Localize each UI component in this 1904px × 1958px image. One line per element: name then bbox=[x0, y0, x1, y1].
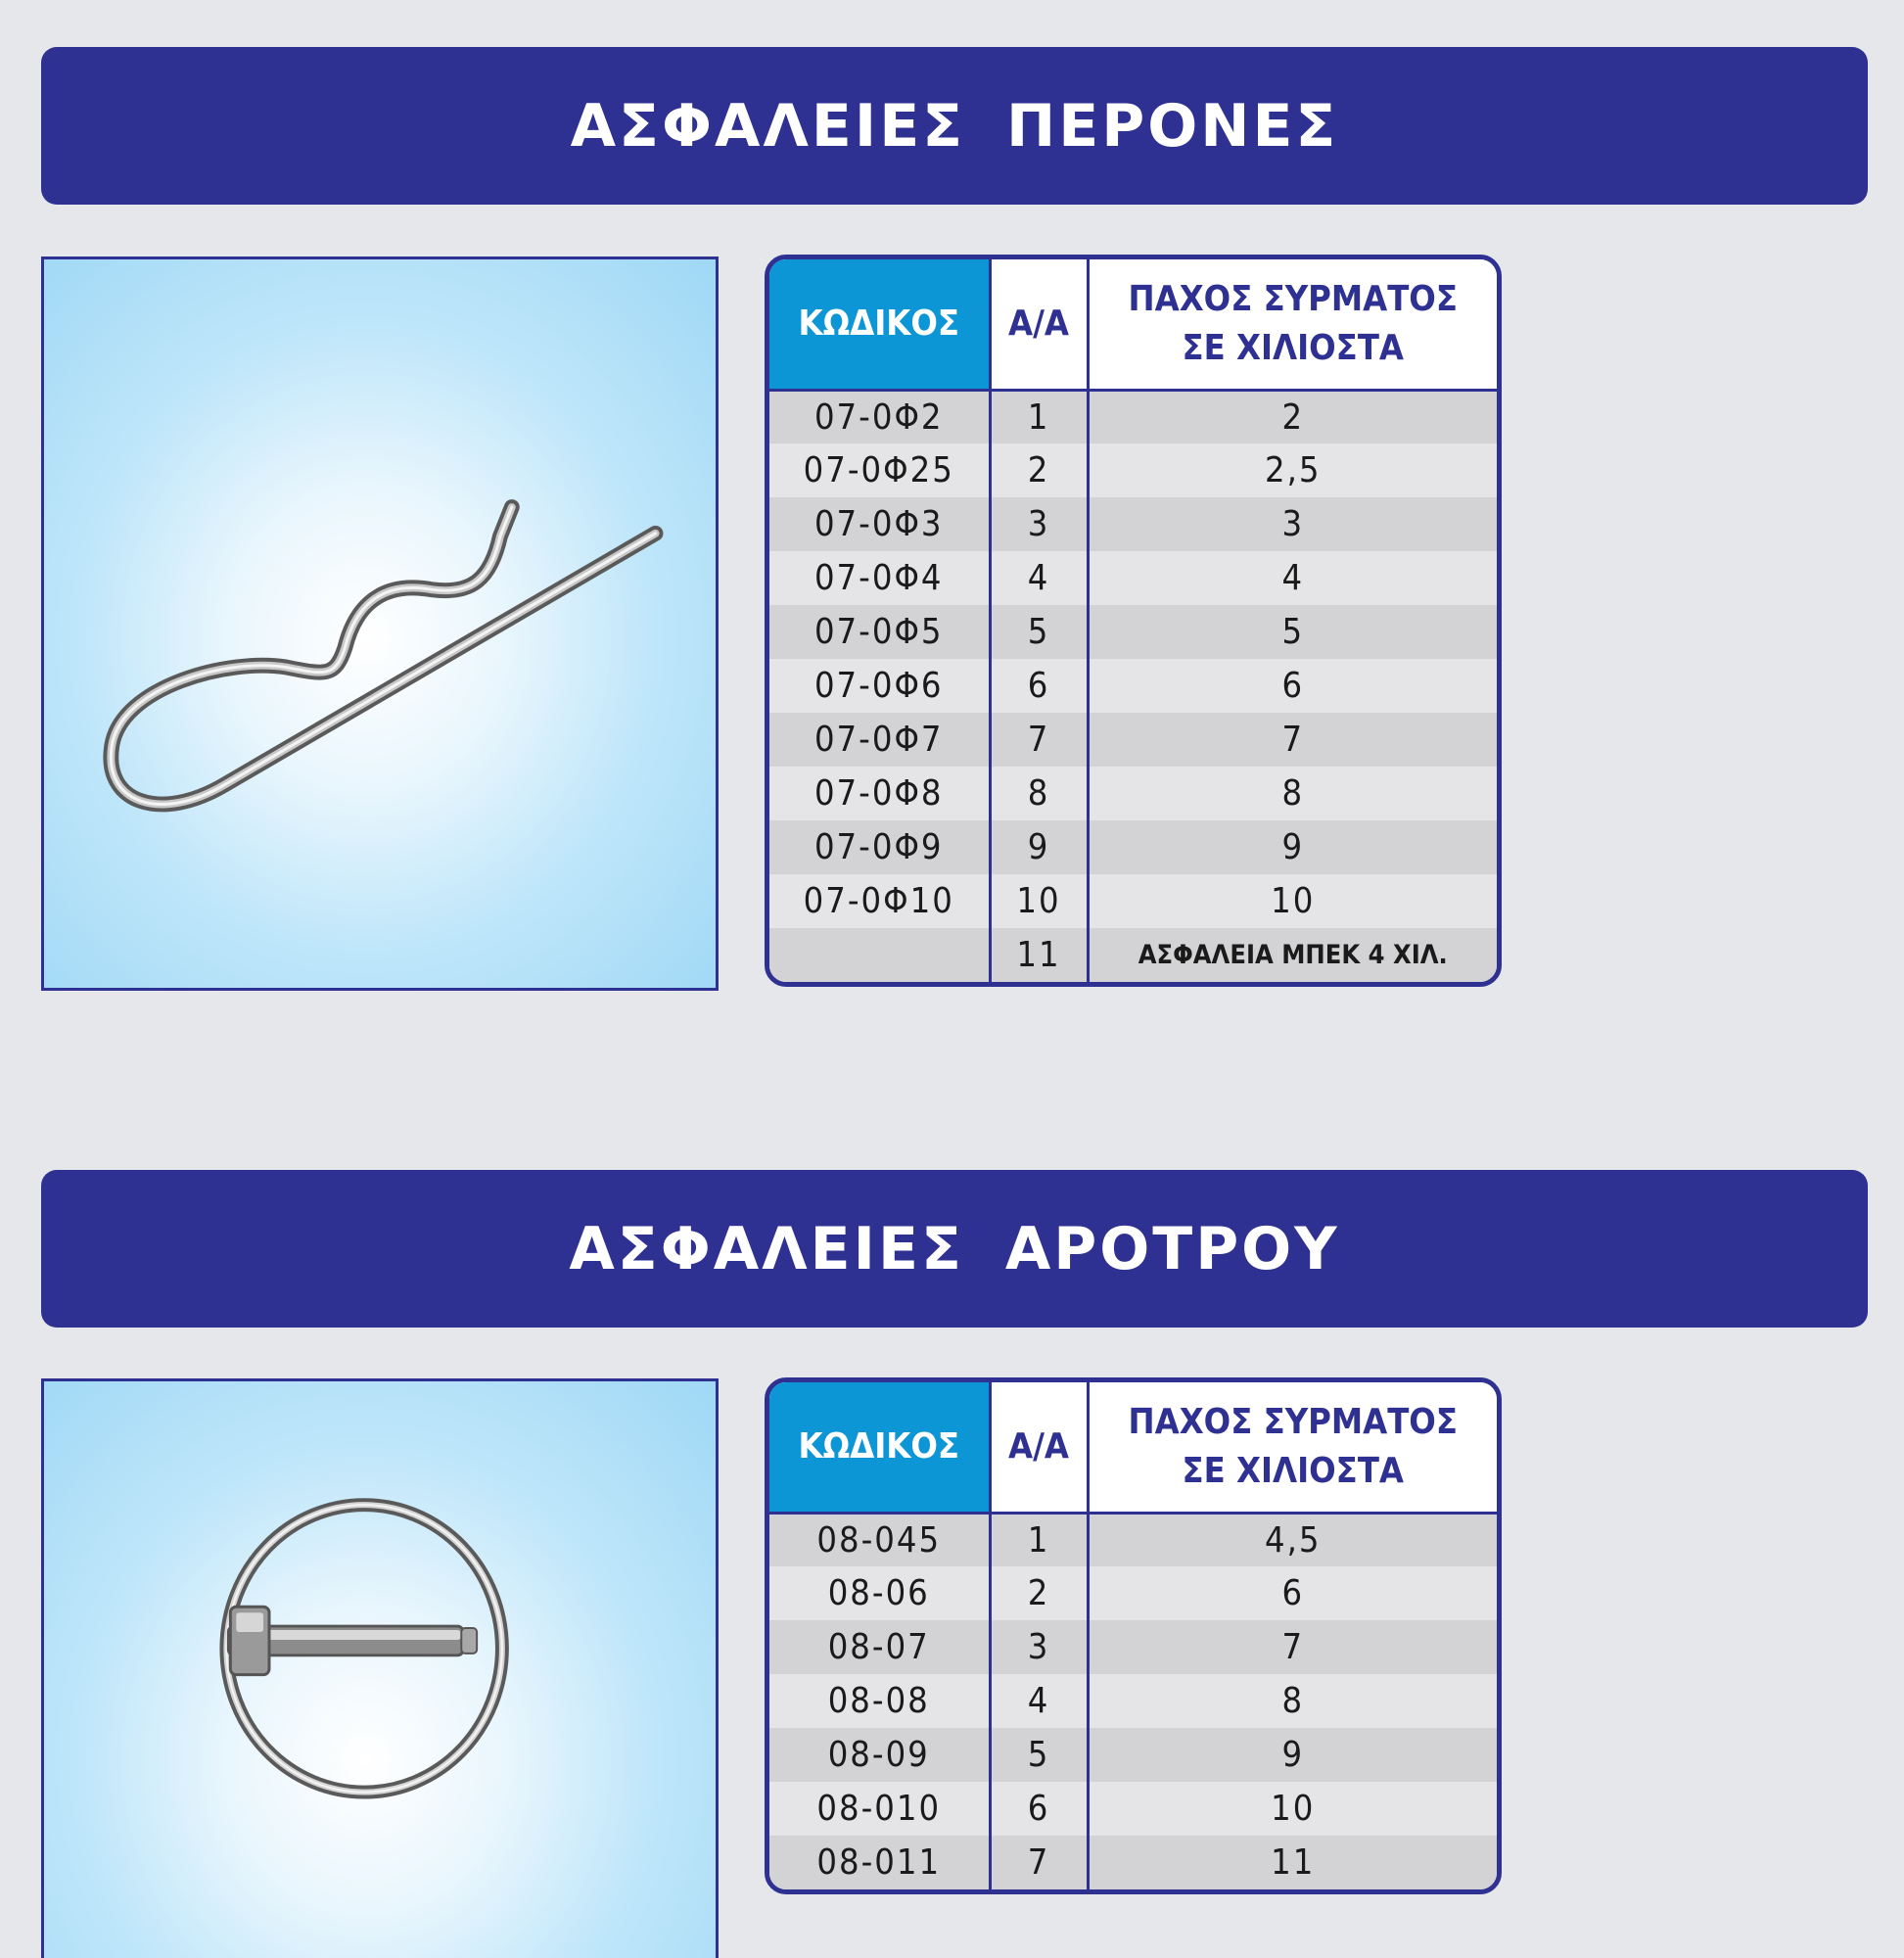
cell-thickness: 9 bbox=[1088, 1728, 1497, 1782]
product-image-r-clip bbox=[41, 256, 719, 991]
table-row bbox=[769, 713, 1497, 767]
table-row bbox=[769, 1836, 1497, 1889]
cell-code: 08-09 bbox=[769, 1728, 990, 1782]
section-banner-r-clips bbox=[41, 47, 1868, 205]
cell-code: 08-011 bbox=[769, 1836, 990, 1889]
cell-aa: 5 bbox=[990, 1728, 1088, 1782]
cell-code: 08-06 bbox=[769, 1566, 990, 1620]
table-row bbox=[769, 390, 1497, 443]
table-row bbox=[769, 1674, 1497, 1728]
cell-aa: 2 bbox=[990, 443, 1088, 497]
cell-thickness: 9 bbox=[1088, 820, 1497, 874]
table-row bbox=[769, 659, 1497, 713]
spec-table-r-clips bbox=[765, 255, 1502, 987]
cell-code: 07-0Φ5 bbox=[769, 605, 990, 659]
header-aa: Α/Α bbox=[990, 1382, 1088, 1513]
r-clip-pin-icon bbox=[44, 259, 716, 988]
header-thickness-line2: ΣΕ ΧΙΛΙΟΣΤΑ bbox=[1182, 327, 1404, 368]
cell-thickness: 3 bbox=[1088, 497, 1497, 551]
header-thickness-line1: ΠΑΧΟΣ ΣΥΡΜΑΤΟΣ bbox=[1128, 278, 1458, 319]
table-row bbox=[769, 1513, 1497, 1566]
header-code: ΚΩΔΙΚΟΣ bbox=[769, 259, 990, 390]
cell-code: 07-0Φ2 bbox=[769, 390, 990, 443]
cell-code: 07-0Φ4 bbox=[769, 551, 990, 605]
cell-thickness: 8 bbox=[1088, 767, 1497, 820]
header-aa: Α/Α bbox=[990, 259, 1088, 390]
header-thickness-line2: ΣΕ ΧΙΛΙΟΣΤΑ bbox=[1182, 1450, 1404, 1491]
cell-thickness: 11 bbox=[1088, 1836, 1497, 1889]
cell-code: 08-045 bbox=[769, 1513, 990, 1566]
cell-thickness: 8 bbox=[1088, 1674, 1497, 1728]
cell-aa: 9 bbox=[990, 820, 1088, 874]
product-image-linch-pin bbox=[41, 1378, 719, 1958]
cell-thickness: 2,5 bbox=[1088, 443, 1497, 497]
cell-thickness: 7 bbox=[1088, 713, 1497, 767]
cell-aa: 6 bbox=[990, 1782, 1088, 1836]
section-title: ΑΣΦΑΛΕΙΕΣ ΑΡΟΤΡΟΥ bbox=[569, 1214, 1340, 1283]
table-row bbox=[769, 1782, 1497, 1836]
cell-aa: 1 bbox=[990, 1513, 1088, 1566]
table-row bbox=[769, 1620, 1497, 1674]
table-row bbox=[769, 1566, 1497, 1620]
cell-code: 07-0Φ10 bbox=[769, 874, 990, 928]
cell-thickness: 5 bbox=[1088, 605, 1497, 659]
cell-aa: 4 bbox=[990, 1674, 1088, 1728]
cell-thickness: 7 bbox=[1088, 1620, 1497, 1674]
cell-code: 07-0Φ7 bbox=[769, 713, 990, 767]
cell-thickness: 6 bbox=[1088, 1566, 1497, 1620]
cell-aa: 4 bbox=[990, 551, 1088, 605]
cell-code: 08-07 bbox=[769, 1620, 990, 1674]
cell-thickness: 4,5 bbox=[1088, 1513, 1497, 1566]
cell-code: 07-0Φ25 bbox=[769, 443, 990, 497]
table-row bbox=[769, 874, 1497, 928]
cell-aa: 7 bbox=[990, 713, 1088, 767]
cell-aa: 5 bbox=[990, 605, 1088, 659]
cell-aa: 7 bbox=[990, 1836, 1088, 1889]
cell-aa: 10 bbox=[990, 874, 1088, 928]
cell-aa: 11 bbox=[990, 928, 1088, 982]
cell-aa: 3 bbox=[990, 497, 1088, 551]
cell-thickness: ΑΣΦΑΛΕΙΑ ΜΠΕΚ 4 ΧΙΛ. bbox=[1088, 928, 1497, 982]
table-row bbox=[769, 497, 1497, 551]
table-row bbox=[769, 767, 1497, 820]
table-row bbox=[769, 928, 1497, 982]
cell-aa: 6 bbox=[990, 659, 1088, 713]
header-thickness bbox=[1088, 1382, 1497, 1513]
cell-thickness: 10 bbox=[1088, 1782, 1497, 1836]
cell-thickness: 2 bbox=[1088, 390, 1497, 443]
table-row bbox=[769, 820, 1497, 874]
cell-code: 07-0Φ6 bbox=[769, 659, 990, 713]
spec-table-plough-pins bbox=[765, 1377, 1502, 1894]
header-code: ΚΩΔΙΚΟΣ bbox=[769, 1382, 990, 1513]
cell-aa: 3 bbox=[990, 1620, 1088, 1674]
cell-aa: 2 bbox=[990, 1566, 1088, 1620]
cell-code: 08-08 bbox=[769, 1674, 990, 1728]
section-title: ΑΣΦΑΛΕΙΕΣ ΠΕΡΟΝΕΣ bbox=[570, 91, 1339, 161]
section-banner-plough-pins bbox=[41, 1170, 1868, 1328]
cell-code: 07-0Φ3 bbox=[769, 497, 990, 551]
cell-aa: 8 bbox=[990, 767, 1088, 820]
table-row bbox=[769, 443, 1497, 497]
table-row bbox=[769, 1728, 1497, 1782]
cell-code: 07-0Φ9 bbox=[769, 820, 990, 874]
table-row bbox=[769, 551, 1497, 605]
cell-thickness: 10 bbox=[1088, 874, 1497, 928]
cell-code bbox=[769, 928, 990, 982]
cell-thickness: 4 bbox=[1088, 551, 1497, 605]
cell-code: 07-0Φ8 bbox=[769, 767, 990, 820]
header-thickness bbox=[1088, 259, 1497, 390]
table-row bbox=[769, 605, 1497, 659]
cell-code: 08-010 bbox=[769, 1782, 990, 1836]
cell-aa: 1 bbox=[990, 390, 1088, 443]
cell-thickness: 6 bbox=[1088, 659, 1497, 713]
linch-pin-ring-icon bbox=[44, 1381, 716, 1958]
header-thickness-line1: ΠΑΧΟΣ ΣΥΡΜΑΤΟΣ bbox=[1128, 1401, 1458, 1442]
